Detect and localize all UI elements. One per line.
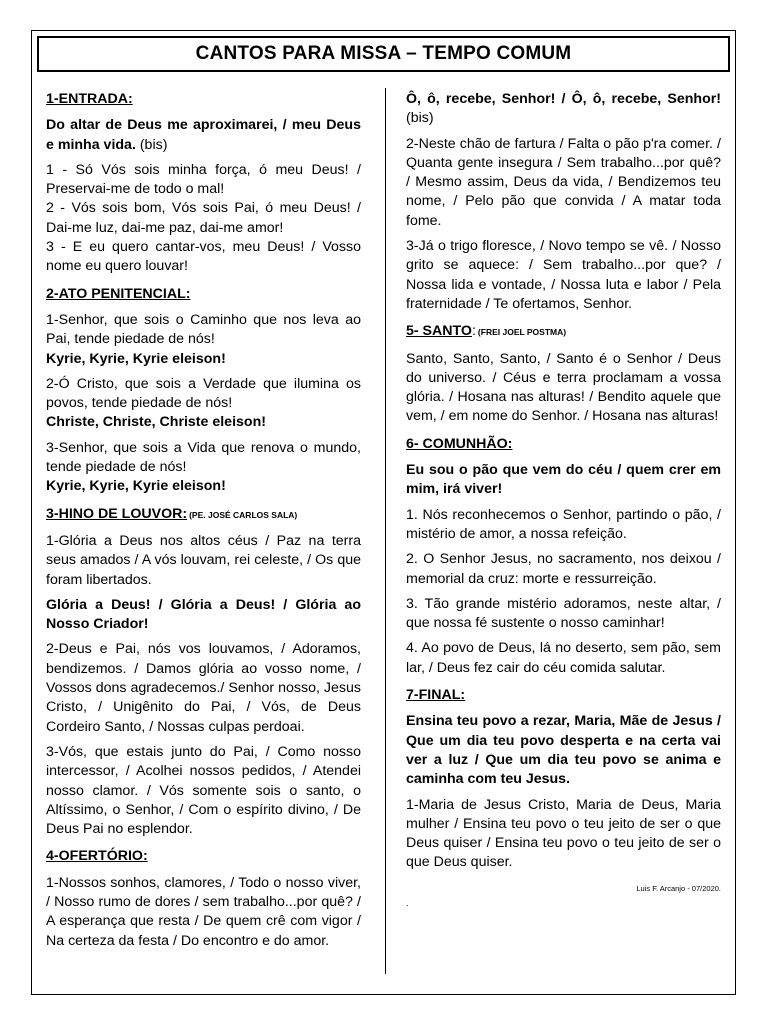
section-heading-row <box>406 322 721 342</box>
trailing-mark: . <box>406 897 409 908</box>
heading-suffix: : <box>471 323 476 340</box>
section-credit: (PE. JOSÉ CARLOS SALA) <box>189 509 298 520</box>
section-credit: (FREI JOEL POSTMA) <box>477 327 567 338</box>
paragraph-text: Glória a Deus! / Glória a Deus! / Glória ao Nosso Criador! <box>46 596 361 633</box>
verse-text <box>406 350 721 427</box>
paragraph-text: Ô, ô, recebe, Senhor! / Ô, ô, recebe, Senhor! <box>406 91 721 107</box>
section-1-entrada <box>46 90 361 277</box>
paragraph-text: 1-Nossos sonhos, clamores, / Todo o nosso viver, / Nosso rumo de dores / sem trabalho...por quê? / A esperança que resta / De quem crê com vigor / Na certeza da festa / Do encontro e do amor. <box>46 874 361 949</box>
refrain-text <box>406 90 721 129</box>
title-box <box>37 36 730 72</box>
verse-text <box>46 532 361 590</box>
section-4-ofertorio <box>46 847 361 950</box>
refrain-text <box>46 477 361 496</box>
verse-text <box>46 311 361 350</box>
section-heading: 7-FINAL: <box>406 687 466 704</box>
paragraph-text: 2-Deus e Pai, nós vos louvamos, / Adoramos, bendizemos. / Damos glória ao vosso nome, / Vossos dons agradecemos./ Senhor nosso, Jesus Cristo, / Unigênito do Pai, / Vós, de Deus Cordeiro Santo, / Nossas culpas perdoai. <box>46 641 361 735</box>
author-credit: Luis F. Arcanjo - 07/2020. <box>636 883 721 893</box>
paragraph-text: Kyrie, Kyrie, Kyrie eleison! <box>46 350 226 367</box>
section-heading-row <box>406 435 721 454</box>
paragraph-text: 2 - Vós sois bom, Vós sois Pai, ó meu Deus! / Dai-me luz, dai-me paz, dai-me amor! <box>46 200 361 236</box>
refrain-text <box>46 350 361 369</box>
refrain-text <box>46 413 361 432</box>
page-title: CANTOS PARA MISSA – TEMPO COMUM <box>195 43 572 64</box>
section-section <box>406 90 721 314</box>
section-2-ato-penitencial <box>46 285 361 497</box>
left-column <box>46 90 361 959</box>
verse-text <box>406 595 721 634</box>
verse-text <box>46 874 361 951</box>
verse-text <box>406 135 721 231</box>
paragraph-text: 1-Senhor, que sois o Caminho que nos leva ao Pai, tende piedade de nós! <box>46 311 361 348</box>
paragraph-text: Ensina teu povo a rezar, Maria, Mãe de Jesus / Que um dia teu povo desperta e na certa vai ver a luz / Que um dia teu povo se anima e caminha com teu Jesus. <box>406 713 721 788</box>
section-heading-row <box>46 90 361 109</box>
paragraph-text: Christe, Christe, Christe eleison! <box>46 414 266 431</box>
repeat-marker: (bis) <box>135 136 168 153</box>
refrain-text <box>406 712 721 789</box>
paragraph-text: 2-Neste chão de fartura / Falta o pão p'ra comer. / Quanta gente insegura / Sem trabalho...por quê? / Mesmo assim, Deus da vida, / Bendizemos teu nome, / Pelo pão que convida / A matar toda fome. <box>406 135 721 229</box>
verse-text <box>406 639 721 678</box>
section-heading: 2-ATO PENITENCIAL: <box>46 285 191 302</box>
paragraph-text: 2-Ó Cristo, que sois a Verdade que ilumina os povos, tende piedade de nós! <box>46 375 361 412</box>
verse-text <box>46 199 361 238</box>
section-heading: 4-OFERTÓRIO: <box>46 848 148 865</box>
verse-text <box>406 237 721 314</box>
section-7-final <box>406 686 721 873</box>
verse-text <box>46 439 361 478</box>
section-6-comunhao <box>406 435 721 678</box>
verse-text <box>46 375 361 414</box>
right-sections <box>406 90 721 873</box>
paragraph-text: Do altar de Deus me aproximarei, / meu Deus e minha vida. <box>46 117 361 153</box>
right-column <box>406 90 721 908</box>
verse-text <box>46 743 361 839</box>
section-heading-row <box>46 505 361 525</box>
verse-text <box>406 550 721 589</box>
section-heading: 3-HINO DE LOUVOR: <box>46 505 188 522</box>
paragraph-text: 1 - Só Vós sois minha força, ó meu Deus! / Preservai-me de todo o mal! <box>46 161 361 198</box>
repeat-marker: (bis) <box>406 110 434 127</box>
paragraph-text: 1. Nós reconhecemos o Senhor, partindo o pão, / mistério de amor, a nossa refeição. <box>406 506 721 542</box>
verse-text <box>406 506 721 545</box>
paragraph-text: Kyrie, Kyrie, Kyrie eleison! <box>46 478 226 495</box>
refrain-text <box>46 596 361 635</box>
section-heading: 1-ENTRADA: <box>46 91 133 107</box>
section-heading-row <box>406 686 721 705</box>
section-heading: 5- SANTO <box>406 323 472 340</box>
paragraph-text: 2. O Senhor Jesus, no sacramento, nos deixou / memorial da cruz: morte e ressurreição. <box>406 551 721 587</box>
verse-text <box>46 161 361 200</box>
paragraph-text: 3. Tão grande mistério adoramos, neste altar, / que nossa fé sustente o nosso caminhar! <box>406 595 721 632</box>
verse-text <box>406 796 721 873</box>
paragraph-text: Eu sou o pão que vem do céu / quem crer em mim, irá viver! <box>406 462 721 498</box>
section-5-santo <box>406 322 721 426</box>
paragraph-text: 1-Maria de Jesus Cristo, Maria de Deus, Maria mulher / Ensina teu povo o teu jeito de ser o que Deus quiser / Ensina teu povo o teu jeito de ser o que Deus quiser. <box>406 796 721 871</box>
paragraph-text: 4. Ao povo de Deus, lá no deserto, sem pão, sem lar, / Deus fez cair do céu comida salutar. <box>406 640 721 676</box>
section-3-hino-de-louvor <box>46 505 361 840</box>
paragraph-text: Santo, Santo, Santo, / Santo é o Senhor / Deus do universo. / Céus e terra proclamam a vossa glória. / Hosana nas alturas! / Bendito aquele que vem, / em nome do Senhor. / Hosana nas alturas! <box>406 350 721 425</box>
section-heading-row <box>46 847 361 866</box>
verse-text <box>46 640 361 736</box>
refrain-text <box>46 116 361 155</box>
paragraph-text: 3-Senhor, que sois a Vida que renova o mundo, tende piedade de nós! <box>46 439 361 476</box>
column-divider <box>385 88 386 974</box>
paragraph-text: 3-Vós, que estais junto do Pai, / Como nosso intercessor, / Acolhei nossos pedidos, / Atendei nosso clamor. / Vós somente sois o santo, o Altíssimo, o Senhor, / Com o espírito divino, / De Deus Pai no esplendor. <box>46 743 361 838</box>
paragraph-text: 1-Glória a Deus nos altos céus / Paz na terra seus amados / A vós louvam, rei celeste, / Os que foram libertados. <box>46 532 361 588</box>
refrain-text <box>406 461 721 500</box>
paragraph-text: 3 - E eu quero cantar-vos, meu Deus! / Vosso nome eu quero louvar! <box>46 239 361 275</box>
section-heading: 6- COMUNHÃO: <box>406 435 513 452</box>
verse-text <box>46 238 361 277</box>
paragraph-text: 3-Já o trigo floresce, / Novo tempo se vê. / Nosso grito se aquece: / Sem trabalho...por que? / Nossa lida e vontade, / Nossa luta e labor / Pela fraternidade / Te ofertamos, Senhor. <box>406 238 721 312</box>
section-heading-row <box>46 285 361 304</box>
